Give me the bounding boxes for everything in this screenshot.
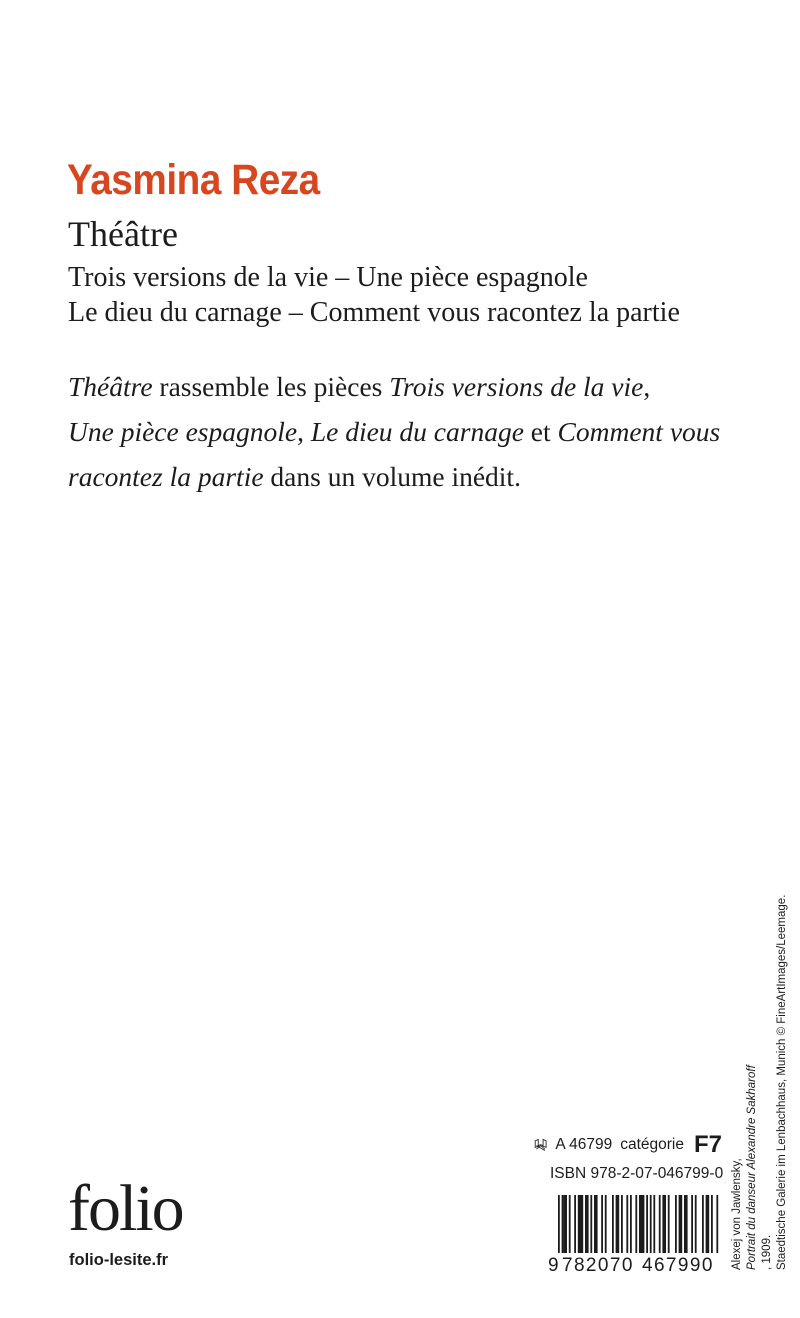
barcode-bar [569, 1195, 571, 1253]
subtitle-line-1: Trois versions de la vie – Une pièce espagnole [68, 262, 588, 293]
barcode-bar [662, 1195, 666, 1253]
barcode-bar [716, 1195, 718, 1253]
book-title: Théâtre [68, 214, 178, 254]
category-label: catégorie [620, 1136, 684, 1153]
barcode-bar [668, 1195, 670, 1253]
back-cover-blurb [68, 364, 748, 499]
blurb-text: rassemble les pièces [152, 371, 390, 402]
barcode-bar [562, 1195, 564, 1261]
barcode-bar [574, 1195, 576, 1253]
barcode-bar [650, 1195, 652, 1253]
barcode-bar [621, 1195, 623, 1253]
barcode-bar [616, 1195, 620, 1253]
barcode-bar [626, 1195, 628, 1253]
catalog-reference [534, 1133, 722, 1157]
blurb-text: et [523, 416, 558, 447]
blurb-italic-title: Le dieu du carnage [310, 416, 524, 447]
isbn: ISBN 978-2-07-046799-0 [550, 1165, 724, 1182]
barcode-bar [702, 1195, 704, 1253]
author-name: Yasmina Reza [67, 156, 320, 204]
blurb-line-2 [68, 409, 748, 454]
blurb-text: , [297, 416, 311, 447]
credit-line-2: Staedtische Galerie im Lenbachhaus, Munich © FineArtImages/Leemage. [776, 894, 788, 1270]
barcode-bar [711, 1195, 713, 1253]
blurb-italic-title: Théâtre [68, 371, 153, 402]
barcode-bar [659, 1195, 661, 1253]
barcode-bar [630, 1195, 632, 1253]
barcode-bar [695, 1195, 697, 1253]
blurb-text: , [643, 371, 651, 402]
image-credit [730, 895, 790, 1270]
barcode-bar [558, 1195, 560, 1261]
credit-artwork-title: Portrait du danseur Alexandre Sakharoff [746, 1065, 758, 1270]
barcode-bar [590, 1195, 592, 1253]
gallimard-emblem-icon [534, 1135, 547, 1155]
barcode-bar [653, 1195, 655, 1253]
barcode-bar [679, 1195, 683, 1253]
credit-line-1 [730, 895, 775, 1270]
barcode-bar [635, 1195, 637, 1261]
reference-number: A 46799 [555, 1136, 613, 1153]
barcode-digits-left: 782070 [562, 1255, 634, 1273]
barcode-bar [706, 1195, 710, 1253]
barcode-bar [684, 1195, 688, 1253]
credit-text: Alexej von Jawlensky, [731, 1158, 743, 1270]
blurb-line-1 [68, 364, 748, 409]
isbn-barcode [546, 1195, 722, 1273]
subtitle-line-2: Le dieu du carnage – Comment vous racontez la partie [68, 297, 680, 328]
barcode-digits-right: 467990 [642, 1255, 714, 1273]
barcode-bar [605, 1195, 607, 1253]
folio-logo: folio [68, 1172, 183, 1245]
barcode-bar [646, 1195, 648, 1253]
credit-text: , 1909. [761, 1234, 773, 1270]
blurb-italic-title: racontez la partie [68, 461, 264, 492]
barcode-bars [558, 1195, 718, 1261]
barcode-bar [601, 1195, 603, 1253]
barcode-bar [675, 1195, 677, 1253]
barcode-bar [594, 1195, 598, 1253]
blurb-line-3 [68, 454, 748, 499]
barcode-first-digit: 9 [548, 1255, 559, 1273]
barcode-bar [578, 1195, 583, 1253]
barcode-bar [563, 1195, 567, 1253]
publisher-website: folio-lesite.fr [69, 1251, 169, 1269]
barcode-bar [639, 1195, 644, 1261]
blurb-text: dans un volume inédit. [263, 461, 521, 492]
blurb-italic-title: Comment vous [557, 416, 721, 447]
barcode-bar [612, 1195, 614, 1253]
category-code: F7 [693, 1131, 722, 1158]
barcode-bar [585, 1195, 589, 1253]
barcode-bar [691, 1195, 693, 1253]
blurb-italic-title: Une pièce espagnole [68, 416, 298, 447]
blurb-italic-title: Trois versions de la vie [389, 371, 644, 402]
